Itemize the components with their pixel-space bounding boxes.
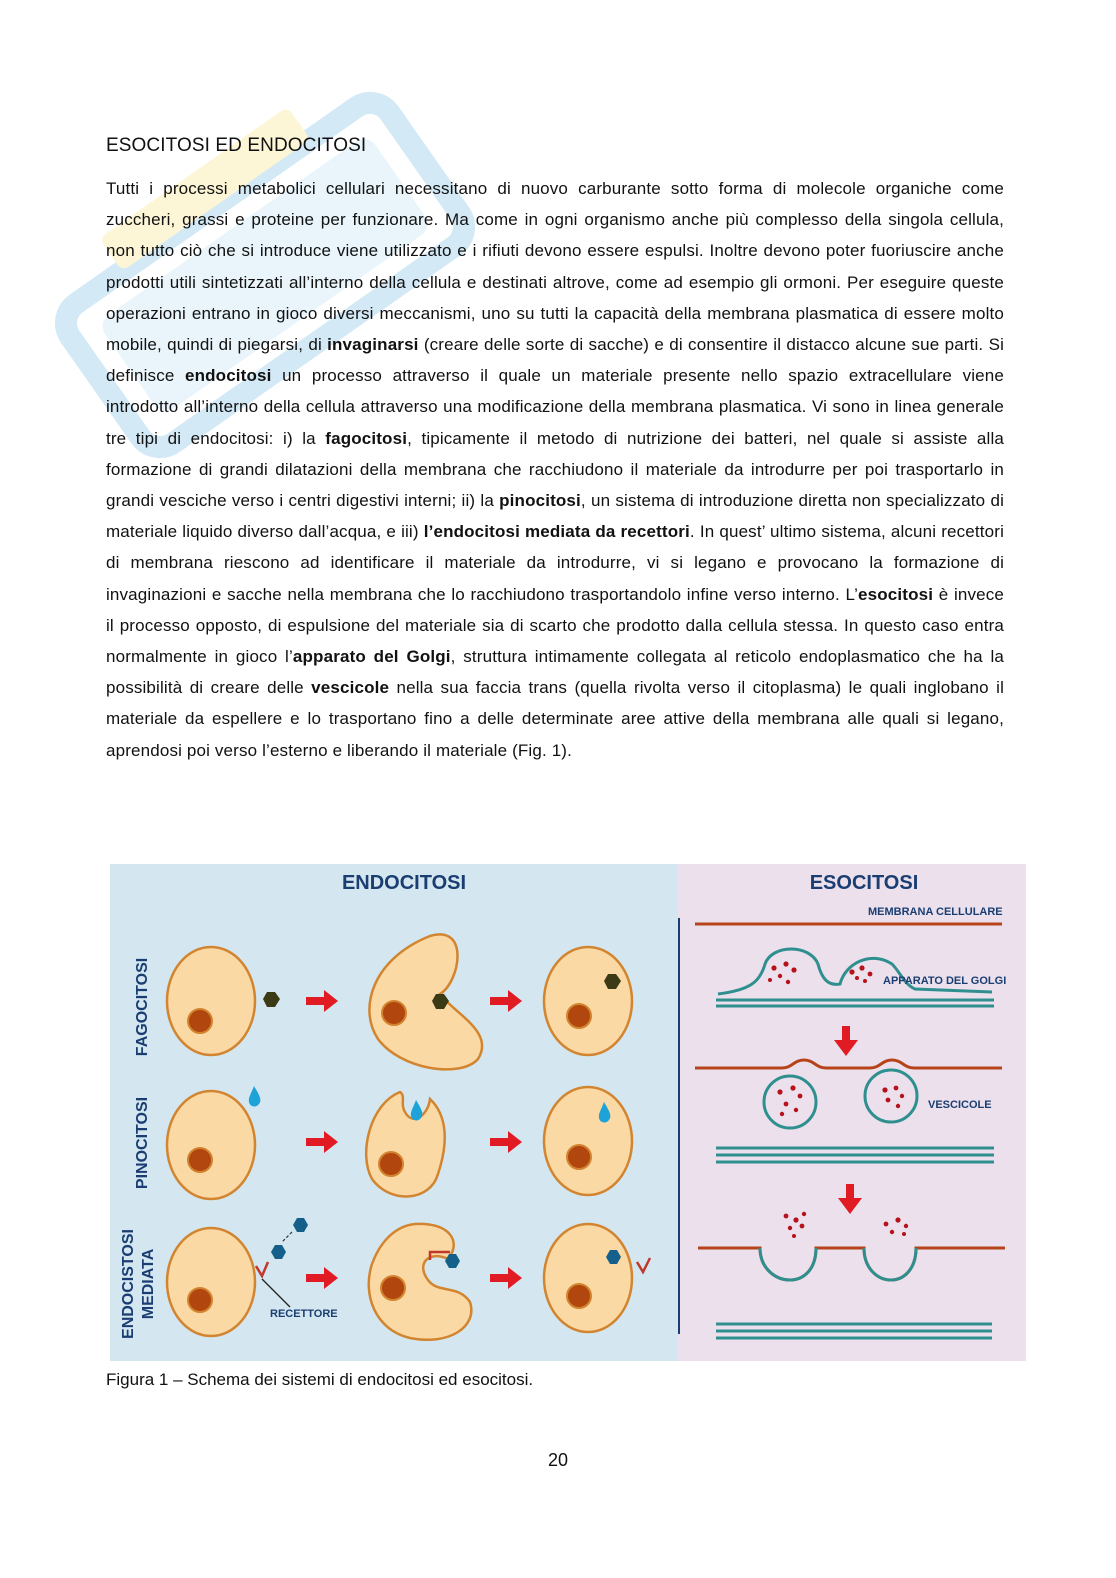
bold-term: apparato del Golgi bbox=[292, 647, 451, 667]
row-label-pinocitosi: PINOCITOSI bbox=[134, 1096, 151, 1190]
paragraph-text: Tutti i processi metabolici cellulari necessitano di nuovo carburante sotto forma di molecole organiche come zuccheri, grassi e proteine per funzionare. Ma come in ogni organismo anche più complesso della singola cellula, non tutto ciò che si introduce viene utilizzato e i rifiuti devono essere espulsi. Inoltre devono poter fuoriuscire anche prodotti utili sintetizzati all’interno della cellula e destinati altrove, come ad esempio gli ormoni. Per eseguire queste operazioni entrano in gioco diversi meccanismi, uno su tutti la capacità della membrana plasmatica di essere molto mobile, quindi di piegarsi, di bbox=[106, 179, 1004, 355]
nucleus bbox=[382, 1001, 406, 1025]
bold-term: endocitosi bbox=[185, 366, 272, 386]
bold-term: esocitosi bbox=[858, 584, 934, 604]
golgi-label: APPARATO DEL GOLGI bbox=[883, 975, 1007, 987]
nucleus bbox=[567, 1145, 591, 1169]
row-label-mediata: MEDIATA bbox=[140, 1248, 157, 1320]
nucleus bbox=[188, 1148, 212, 1172]
nucleus bbox=[188, 1009, 212, 1033]
bold-term: invaginarsi bbox=[327, 335, 419, 355]
row-label-endocistosi: ENDOCISTOSI bbox=[120, 1229, 137, 1339]
paragraph-text: , tipicamente il metodo di nutrizione dei batteri, nel quale si assiste alla formazione di grandi dilatazioni della membrana che racchiudono il materiale da introdurre per poi trasportarlo in grandi vesciche verso i centri digestivi interni; ii) la bbox=[106, 428, 1004, 511]
esocitosi-panel bbox=[678, 864, 1026, 1361]
figure-endocitosi-esocitosi bbox=[110, 864, 1026, 1361]
nucleus bbox=[188, 1288, 212, 1312]
bold-term: l’endocitosi mediata da recettori bbox=[423, 522, 690, 542]
figure-caption: Figura 1 – Schema dei sistemi di endocitosi ed esocitosi. bbox=[106, 1370, 534, 1389]
cell bbox=[544, 1224, 632, 1332]
endocitosi-title: ENDOCITOSI bbox=[341, 872, 467, 894]
paragraph-text: , un sistema di introduzione diretta non specializzato di materiale liquido diverso dall’acqua, e iii) bbox=[106, 491, 1005, 542]
nucleus bbox=[567, 1284, 591, 1308]
bold-term: vescicole bbox=[311, 678, 390, 698]
esocitosi-title: ESOCITOSI bbox=[809, 872, 919, 894]
bold-term: fagocitosi bbox=[325, 428, 408, 448]
recettore-label: RECETTORE bbox=[270, 1308, 338, 1320]
paragraph-text: . In quest’ ultimo sistema, alcuni recettori di membrana riescono ad identificare il materiale da introdurre, vi si legano e provocano la formazione di invaginazioni e sacche nella membrana che lo racchiudono trasportandolo infine verso interno. L’ bbox=[106, 522, 1004, 604]
paragraph-text: un processo attraverso il quale un materiale presente nello spazio extracellulare viene introdotto all’interno della cellula attraverso una modificazione della membrana plasmatica. Vi sono in linea generale tre tipi di endocitosi: i) la bbox=[106, 366, 1004, 448]
page-heading: ESOCITOSI ED ENDOCITOSI bbox=[106, 135, 367, 156]
vescicole-label: VESCICOLE bbox=[928, 1099, 992, 1111]
nucleus bbox=[567, 1004, 591, 1028]
cell bbox=[544, 1087, 632, 1195]
paragraph-text: nella sua faccia trans (quella rivolta verso il citoplasma) le quali inglobano il materiale da espellere e lo trasportano fino a delle determinate aree attive della membrana alle quali si legano, aprendosi poi verso l’esterno e liberando il materiale (Fig. 1). bbox=[106, 678, 1004, 760]
paragraph-text: (creare delle sorte di sacche) e di consentire il distacco alcune sue parti. Si definisce bbox=[106, 335, 1004, 386]
row-label-fagocitosi: FAGOCITOSI bbox=[134, 957, 151, 1057]
nucleus bbox=[379, 1152, 403, 1176]
paragraph-text: è invece il processo opposto, di espulsione del materiale sia di scarto che prodotto dalla cellula stessa. In questo caso entra normalmente in gioco l’ bbox=[106, 584, 1004, 667]
membrana-label: MEMBRANA CELLULARE bbox=[868, 906, 1003, 918]
cell bbox=[167, 1228, 255, 1336]
body-paragraph bbox=[106, 173, 1004, 766]
cell bbox=[167, 1091, 255, 1199]
cell bbox=[167, 947, 255, 1055]
paragraph-text: , struttura intimamente collegata al reticolo endoplasmatico che ha la possibilità di creare delle bbox=[106, 647, 1004, 698]
cell bbox=[544, 947, 632, 1055]
bold-term: pinocitosi bbox=[499, 491, 581, 511]
nucleus bbox=[381, 1276, 405, 1300]
page-number: 20 bbox=[547, 1450, 569, 1470]
